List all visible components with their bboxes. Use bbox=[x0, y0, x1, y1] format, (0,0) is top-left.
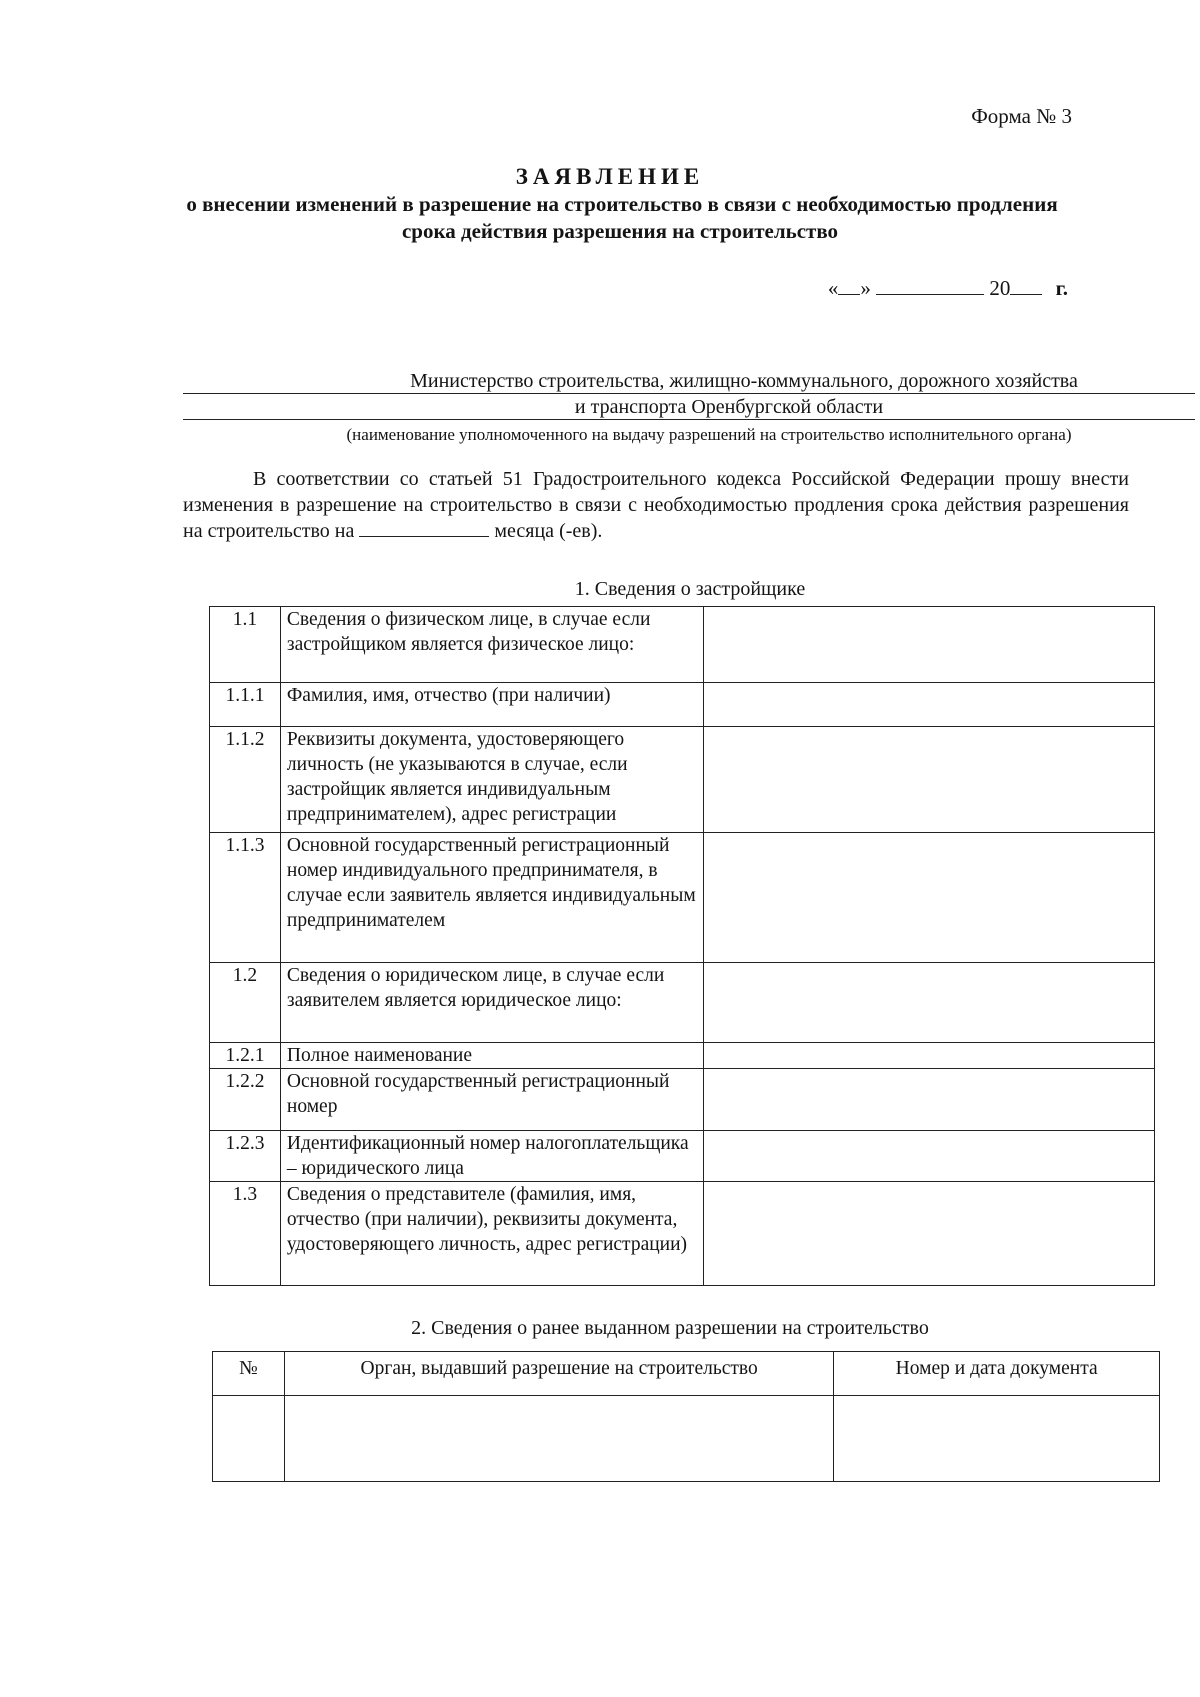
row-value-field[interactable] bbox=[704, 963, 1155, 1043]
row-value-field[interactable] bbox=[704, 1131, 1155, 1182]
date-day-blank[interactable] bbox=[838, 276, 860, 295]
header-document-number-date: Номер и дата документа bbox=[834, 1352, 1160, 1396]
row-label: Сведения о физическом лице, в случае если застройщиком является физическое лицо: bbox=[280, 607, 703, 683]
section1-heading: 1. Сведения о застройщике bbox=[574, 578, 806, 600]
header-number: № bbox=[213, 1352, 285, 1396]
table-row bbox=[210, 1182, 1155, 1286]
document-subtitle-line1: о внесении изменений в разрешение на строительство в связи с необходимостью продления bbox=[186, 192, 1058, 216]
table-row bbox=[210, 833, 1155, 963]
row-number: 1.2.3 bbox=[210, 1131, 281, 1182]
document-subtitle-line2: срока действия разрешения на строительство bbox=[401, 219, 839, 243]
row-number: 1.3 bbox=[210, 1182, 281, 1286]
request-text: В соответствии со статьей 51 Градостроительного кодекса Российской Федерации прошу внести изменения в разрешение на строительство в связи с необходимостью продления срока действия разрешения на строительство на bbox=[183, 468, 1129, 542]
row-value-field[interactable] bbox=[704, 683, 1155, 727]
cell-number[interactable] bbox=[213, 1396, 285, 1482]
row-value-field[interactable] bbox=[704, 1043, 1155, 1069]
row-value-field[interactable] bbox=[704, 1069, 1155, 1131]
table-row bbox=[213, 1396, 1160, 1482]
document-title: ЗАЯВЛЕНИЕ bbox=[515, 164, 705, 189]
row-label: Идентификационный номер налогоплательщика – юридического лица bbox=[280, 1131, 703, 1182]
row-label: Полное наименование bbox=[280, 1043, 703, 1069]
row-number: 1.1.3 bbox=[210, 833, 281, 963]
authority-caption: (наименование уполномоченного на выдачу разрешений на строительство исполнительного органа) bbox=[346, 425, 1072, 444]
row-label: Сведения о юридическом лице, в случае если заявителем является юридическое лицо: bbox=[280, 963, 703, 1043]
date-month-blank[interactable] bbox=[876, 276, 984, 295]
row-label: Сведения о представителе (фамилия, имя, отчество (при наличии), реквизиты документа, удостоверяющего личность, адрес регистрации) bbox=[280, 1182, 703, 1286]
row-value-field[interactable] bbox=[704, 1182, 1155, 1286]
date-year-blank[interactable] bbox=[1010, 276, 1042, 295]
row-number: 1.2.1 bbox=[210, 1043, 281, 1069]
date-open-quote: « bbox=[827, 276, 839, 300]
table-row bbox=[210, 727, 1155, 833]
request-text-end: месяца (-ев). bbox=[494, 520, 603, 542]
row-label: Основной государственный регистрационный номер индивидуального предпринимателя, в случае если заявитель является индивидуальным предпринимателем bbox=[280, 833, 703, 963]
date-line bbox=[828, 276, 1068, 301]
row-number: 1.1 bbox=[210, 607, 281, 683]
authority-name-line2: и транспорта Оренбургской области bbox=[183, 396, 1195, 420]
date-close-quote: » bbox=[860, 276, 871, 300]
date-year-prefix: 20 bbox=[989, 276, 1011, 300]
table-row bbox=[210, 607, 1155, 683]
cell-document-number-date[interactable] bbox=[834, 1396, 1160, 1482]
developer-info-table bbox=[209, 606, 1155, 1286]
table-header-row bbox=[213, 1352, 1160, 1396]
table-row bbox=[210, 1043, 1155, 1069]
row-value-field[interactable] bbox=[704, 727, 1155, 833]
row-value-field[interactable] bbox=[704, 607, 1155, 683]
form-number: Форма № 3 bbox=[971, 104, 1072, 128]
row-number: 1.1.2 bbox=[210, 727, 281, 833]
request-paragraph bbox=[183, 466, 1129, 544]
section2-heading: 2. Сведения о ранее выданном разрешении на строительство bbox=[411, 1317, 929, 1339]
months-blank[interactable] bbox=[359, 519, 489, 537]
authority-name-line1: Министерство строительства, жилищно-коммунального, дорожного хозяйства bbox=[183, 370, 1195, 394]
row-label: Реквизиты документа, удостоверяющего личность (не указываются в случае, если застройщик является индивидуальным предпринимателем), адрес регистрации bbox=[280, 727, 703, 833]
table-row bbox=[210, 963, 1155, 1043]
date-suffix: г. bbox=[1055, 276, 1068, 300]
row-number: 1.2 bbox=[210, 963, 281, 1043]
row-label: Основной государственный регистрационный номер bbox=[280, 1069, 703, 1131]
table-row bbox=[210, 683, 1155, 727]
cell-issuing-authority[interactable] bbox=[284, 1396, 833, 1482]
row-number: 1.2.2 bbox=[210, 1069, 281, 1131]
table-row bbox=[210, 1069, 1155, 1131]
table-row bbox=[210, 1131, 1155, 1182]
header-issuing-authority: Орган, выдавший разрешение на строительство bbox=[284, 1352, 833, 1396]
previous-permit-table bbox=[212, 1351, 1160, 1482]
row-label: Фамилия, имя, отчество (при наличии) bbox=[280, 683, 703, 727]
row-number: 1.1.1 bbox=[210, 683, 281, 727]
row-value-field[interactable] bbox=[704, 833, 1155, 963]
